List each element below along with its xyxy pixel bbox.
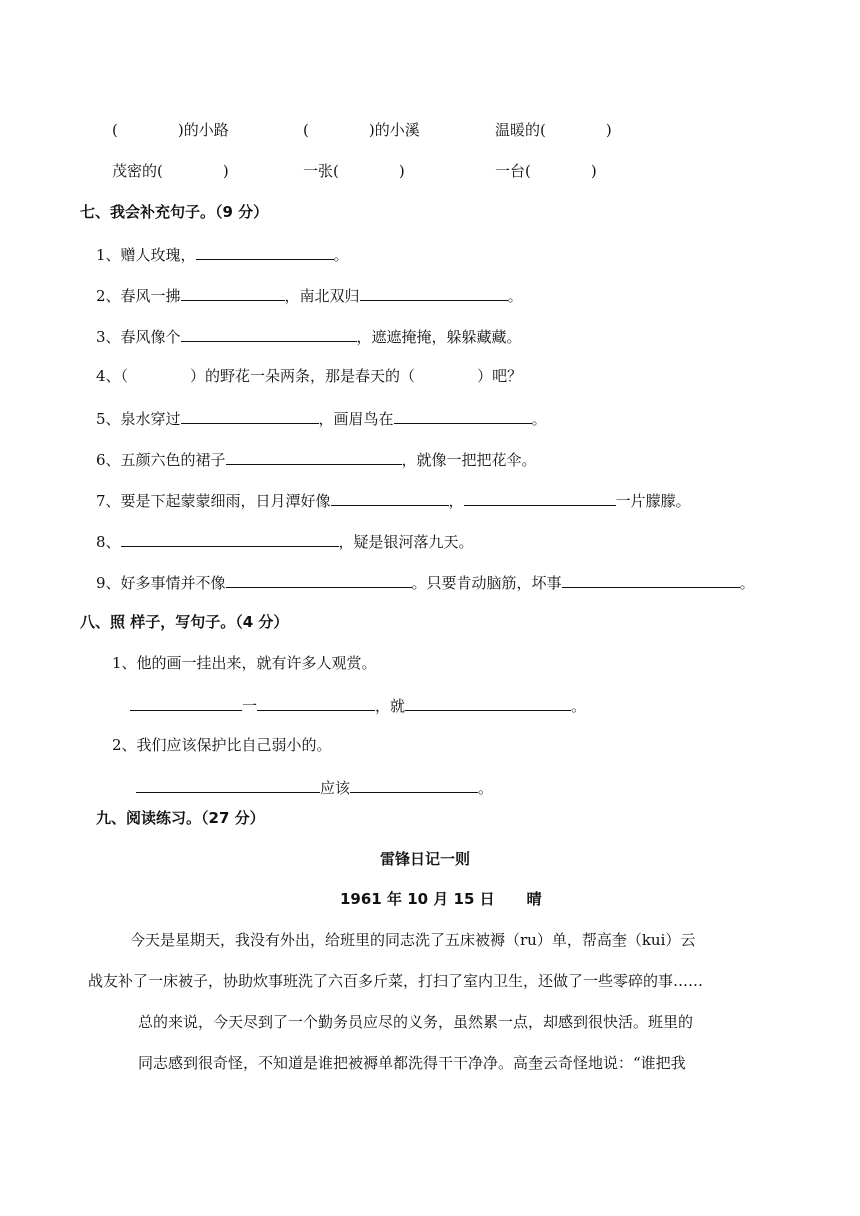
passage-line-1: 今天是星期天，我没有外出，给班里的同志洗了五床被褥（ru）单，帮高奎（kui）云	[130, 931, 696, 949]
sentence-5-end: 。	[531, 410, 547, 428]
answer-blank[interactable]	[464, 489, 616, 506]
sentence-8	[96, 530, 474, 552]
sentence-8-text: 8、	[96, 533, 121, 551]
fill-item-path: ( )的小路	[112, 121, 229, 139]
example-2-end: 。	[478, 779, 494, 797]
fill-item-warm: 温暖的( )	[495, 121, 612, 139]
answer-blank[interactable]	[130, 694, 242, 711]
answer-blank[interactable]	[360, 284, 508, 301]
sentence-7-text: 7、要是下起蒙蒙细雨，日月潭好像	[96, 492, 331, 510]
sentence-9	[96, 571, 755, 593]
answer-blank[interactable]	[350, 776, 478, 793]
section-7-title: 七、我会补充句子。（9 分）	[80, 203, 269, 221]
fill-item-one-sheet: 一张( )	[303, 162, 405, 180]
sentence-1-end: 。	[333, 246, 349, 264]
answer-blank[interactable]	[405, 694, 571, 711]
fill-item-lush: 茂密的( )	[112, 162, 229, 180]
sentence-3-text: 3、春风像个	[96, 328, 181, 346]
answer-blank[interactable]	[181, 325, 357, 342]
sentence-6-end: ，就像一把把花伞。	[401, 451, 537, 469]
section-8-title: 八、照 样子，写句子。（4 分）	[80, 613, 289, 631]
sentence-7	[96, 489, 691, 511]
sentence-5	[96, 407, 547, 429]
sentence-1-text: 1、赠人玫瑰，	[96, 246, 196, 264]
sentence-5-mid: ，画眉鸟在	[318, 410, 394, 428]
answer-blank[interactable]	[331, 489, 449, 506]
sentence-6-text: 6、五颜六色的裙子	[96, 451, 226, 469]
sentence-2-mid: ，南北双归	[284, 287, 360, 305]
sentence-9-mid: 。只要肯动脑筋，坏事	[411, 574, 562, 592]
example-1-word: 一	[242, 697, 258, 715]
example-2-word: 应该	[320, 779, 351, 797]
sentence-2-end: 。	[507, 287, 523, 305]
passage-title: 雷锋日记一则	[380, 850, 471, 868]
example-1-end: 。	[571, 697, 587, 715]
answer-blank[interactable]	[562, 571, 740, 588]
sentence-8-end: ，疑是银河落九天。	[338, 533, 474, 551]
example-2: 2、我们应该保护比自己弱小的。	[112, 736, 332, 754]
passage-line-3: 总的来说，今天尽到了一个勤务员应尽的义务，虽然累一点，却感到很快活。班里的	[138, 1013, 694, 1031]
passage-weather: 晴	[526, 890, 542, 908]
sentence-9-text: 9、好多事情并不像	[96, 574, 226, 592]
sentence-3-end: ，遮遮掩掩，躲躲藏藏。	[356, 328, 522, 346]
passage-date: 1961 年 10 月 15 日	[340, 890, 495, 908]
example-1-answer	[130, 694, 586, 716]
answer-blank[interactable]	[121, 530, 339, 547]
sentence-2	[96, 284, 523, 306]
answer-blank[interactable]	[394, 407, 532, 424]
sentence-4-text: 4、（	[96, 367, 129, 385]
passage-line-2: 战友补了一床被子，协助炊事班洗了六百多斤菜，打扫了室内卫生，还做了一些零碎的事……	[88, 972, 704, 990]
fill-item-stream: ( )的小溪	[303, 121, 420, 139]
fill-item-one-set: 一台( )	[495, 162, 597, 180]
answer-blank[interactable]	[226, 571, 412, 588]
section-9-title: 九、阅读练习。（27 分）	[96, 809, 265, 827]
example-1-mid: ，就	[375, 697, 406, 715]
answer-blank[interactable]	[136, 776, 320, 793]
answer-blank[interactable]	[181, 407, 319, 424]
answer-blank[interactable]	[257, 694, 375, 711]
sentence-7-mid: ，	[448, 492, 464, 510]
sentence-1	[96, 243, 349, 265]
passage-date-line	[340, 889, 542, 909]
sentence-4-end: ）吧？	[477, 367, 523, 385]
example-2-answer	[136, 776, 493, 798]
sentence-2-text: 2、春风一拂	[96, 287, 181, 305]
example-1: 1、他的画一挂出来，就有许多人观赏。	[112, 654, 377, 672]
answer-blank[interactable]	[181, 284, 285, 301]
answer-blank[interactable]	[196, 243, 334, 260]
sentence-4-mid: ）的野花一朵两条，那是春天的（	[190, 367, 416, 385]
sentence-9-end: 。	[739, 574, 755, 592]
sentence-4	[96, 366, 522, 386]
sentence-7-end: 一片朦朦。	[615, 492, 691, 510]
passage-line-4: 同志感到很奇怪，不知道是谁把被褥单都洗得干干净净。高奎云奇怪地说：“谁把我	[138, 1054, 686, 1072]
sentence-6	[96, 448, 537, 470]
answer-blank[interactable]	[226, 448, 402, 465]
sentence-3	[96, 325, 522, 347]
sentence-5-text: 5、泉水穿过	[96, 410, 181, 428]
